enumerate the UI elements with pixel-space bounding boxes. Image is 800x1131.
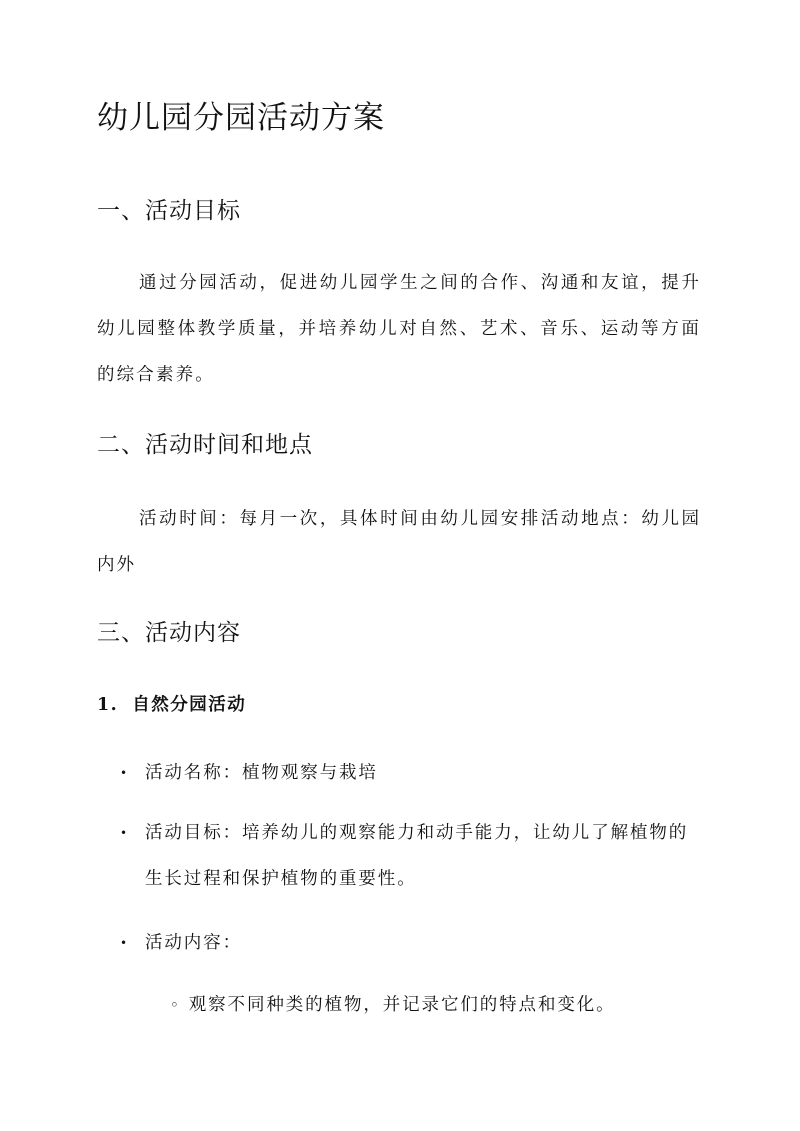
section-heading-goals: 一、活动目标	[97, 198, 241, 224]
list-item-text: 活动名称：植物观察与栽培	[145, 763, 378, 783]
subsection-title: 自然分园活动	[132, 695, 247, 715]
sub-bullet-icon: ◦	[170, 996, 181, 1014]
section-paragraph-goals: 通过分园活动，促进幼儿园学生之间的合作、沟通和友谊，提升幼儿园整体教学质量，并培养幼儿对自然、艺术、音乐、运动等方面的综合素养。	[97, 273, 701, 385]
list-item	[120, 920, 690, 966]
subsection-number: 1.	[97, 695, 119, 715]
list-item	[120, 750, 690, 796]
section-heading-content: 三、活动内容	[97, 620, 241, 646]
bullet-icon: •	[120, 766, 129, 780]
list-item	[120, 810, 690, 902]
bullet-icon: •	[120, 826, 129, 840]
document-title: 幼儿园分园活动方案	[97, 100, 385, 136]
sub-list-item-text: 观察不同种类的植物，并记录它们的特点和变化。	[188, 995, 616, 1015]
section-heading-time-place: 二、活动时间和地点	[97, 432, 313, 458]
sub-list-item	[170, 985, 616, 1025]
list-item-text: 活动内容：	[145, 933, 242, 953]
section-paragraph-time-place: 活动时间：每月一次，具体时间由幼儿园安排活动地点：幼儿园内外	[97, 509, 701, 575]
list-item-text: 活动目标：培养幼儿的观察能力和动手能力，让幼儿了解植物的生长过程和保护植物的重要性。	[145, 823, 689, 889]
bullet-icon: •	[120, 936, 129, 950]
subsection-heading	[97, 690, 246, 720]
